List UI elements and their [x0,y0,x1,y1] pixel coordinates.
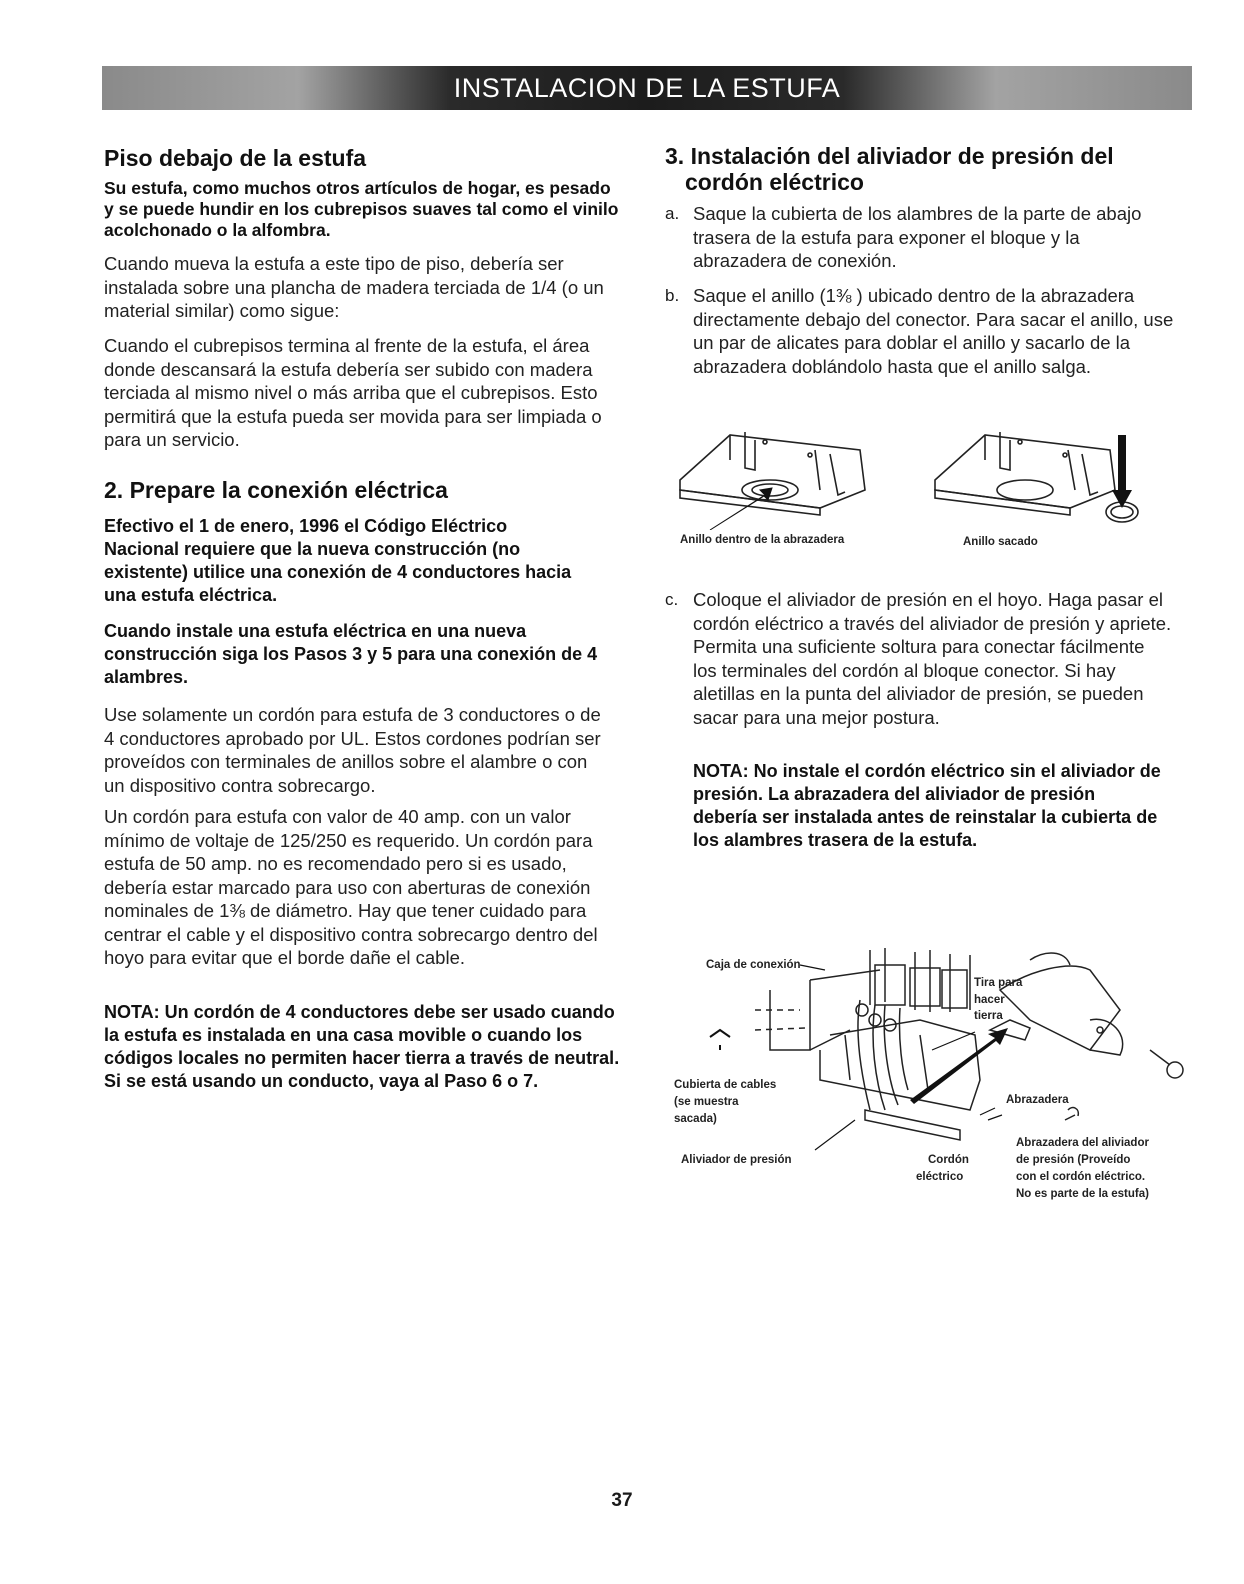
piso-paragraph-2: Cuando el cubrepisos termina al frente de la estufa, el área donde descansará la estufa debería ser subido con madera terciada al mismo nivel o más arriba que el cubrepisos. Esto permitirá que la estufa pueda ser movida para ser limpiada o para un servicio. [104,335,602,450]
clamp-ring-figure [670,420,1140,530]
banner-title: INSTALACION DE LA ESTUFA [453,72,841,103]
piso-paragraph-1: Cuando mueva la estufa a este tipo de piso, debería ser instalada sobre una plancha de madera terciada de 1/4 (o un material similar) como sigue: [104,253,604,321]
label-aliviador: Aliviador de presión [681,1154,792,1166]
list-marker: b. [665,286,680,305]
label-cordon-2: eléctrico [916,1171,964,1183]
label-tira-3: tierra [974,1010,1003,1022]
label-tira-2: hacer [974,994,1005,1006]
figure-label-ring-removed: Anillo sacado [963,536,1038,548]
label-nota-1: Abrazadera del aliviador [1016,1137,1149,1149]
page-banner [102,66,1192,110]
list-item [665,202,1185,273]
list-marker: c. [665,590,679,609]
label-cubierta-2: (se muestra [674,1096,739,1108]
conexion-nota: NOTA: Un cordón de 4 conductores debe ser usado cuando la estufa es instalada en una casa movible o cuando los códigos locales no permiten hacer tierra a través de neutral. Si se está usando un conducto, vaya al Paso 6 o 7. [104,1002,620,1091]
clamp-removed-drawing [935,432,1138,522]
label-nota-2: de presión (Proveído [1016,1154,1131,1166]
page-number: 37 [611,1490,633,1511]
section-title-conexion: 2. Prepare la conexión eléctrica [104,477,448,503]
down-arrow-icon [1112,435,1132,508]
label-nota-4: No es parte de la estufa) [1016,1188,1149,1200]
label-cubierta-3: sacada) [674,1113,717,1125]
aliviador-nota: NOTA: No instale el cordón eléctrico sin el aliviador de presión. La abrazadera del aliviador de presión debería ser instalada antes de reinstalar la cubierta de los alambres trasera de la estufa. [693,761,1161,850]
conexion-bold-1: Efectivo el 1 de enero, 1996 el Código Eléctrico Nacional requiere que la nueva construcción (no existente) utilice una conexión de 4 conductores hacia una estufa eléctrica. [104,516,572,605]
list-item [665,588,1185,729]
list-text: Coloque el aliviador de presión en el hoyo. Haga pasar el cordón eléctrico a través del aliviador de presión y apriete. Permita una suficiente soltura para conectar fácilmente los terminales del cordón al bloque conector. Si hay aletillas en la punta del aliviador de presión, se pueden sacar para una mejor postura. [693,589,1172,728]
label-tira-1: Tira para [974,977,1023,989]
section-title-piso: Piso debajo de la estufa [104,145,367,171]
label-caja-conexion: Caja de conexión [706,959,801,971]
list-text: Saque la cubierta de los alambres de la parte de abajo trasera de la estufa para exponer el bloque y la abrazadera de conexión. [693,203,1142,271]
label-cordon-1: Cordón [928,1154,969,1166]
section-title-aliviador: 3. Instalación del aliviador de presión del cordón eléctrico [665,143,1114,195]
conexion-bold-2: Cuando instale una estufa eléctrica en una nueva construcción siga los Pasos 3 y 5 para una conexión de 4 alambres. [104,621,598,687]
list-marker: a. [665,204,680,223]
clamp-inside-drawing [680,432,865,515]
label-nota-3: con el cordón eléctrico. [1016,1171,1146,1183]
label-abrazadera: Abrazadera [1006,1094,1069,1106]
piso-warning: Su estufa, como muchos otros artículos de hogar, es pesado y se puede hundir en los cubrepisos suaves tal como el vinilo acolchonado o la alfombra. [104,178,619,240]
list-item [665,284,1185,378]
conexion-paragraph-1: Use solamente un cordón para estufa de 3 conductores o de 4 conductores aprobado por UL. Estos cordones podrían ser proveídos con terminales de anillos sobre el alambre o con un dispositivo contra sobrecargo. [104,704,601,796]
list-text: Saque el anillo (1⅜ ) ubicado dentro de la abrazadera directamente debajo del conector. Para sacar el anillo, use un par de alicates para doblar el anillo y sacarlo de la abrazadera doblándolo hasta que el anillo salga. [693,285,1174,377]
label-cubierta-1: Cubierta de cables [674,1079,777,1091]
junction-box-drawing [755,948,1183,1140]
figure-label-ring-inside: Anillo dentro de la abrazadera [680,534,845,546]
conexion-paragraph-2: Un cordón para estufa con valor de 40 amp. con un valor mínimo de voltaje de 125/250 es requerido. Un cordón para estufa de 50 amp. no es recomendado pero si es usado, debería estar marcado para uso con aberturas de conexión nominales de 1⅜ de diámetro. Hay que tener cuidado para centrar el cable y el dispositivo contra sobrecargo dentro del hoyo para evitar que el borde dañe el cable. [104,806,598,968]
